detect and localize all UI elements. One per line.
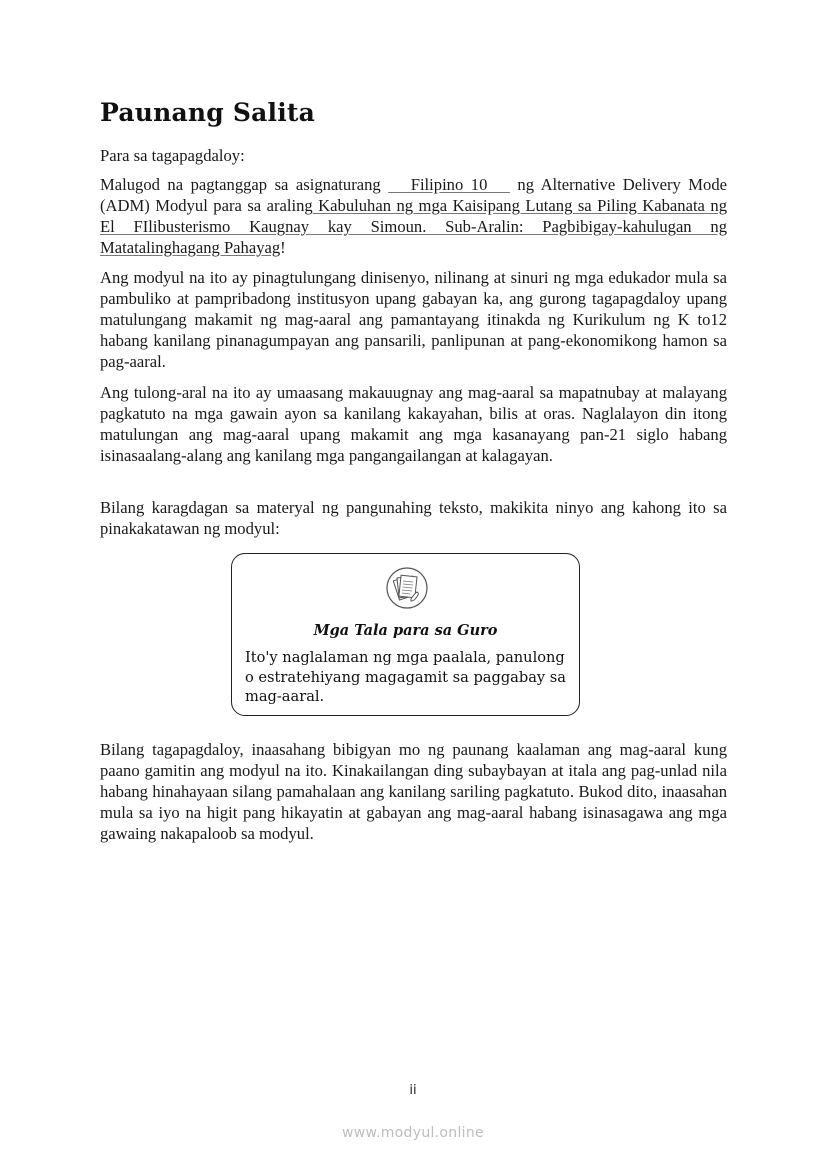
intro-middle: ng Alternative Delivery Mode (ADM) Modyul para sa araling [100, 175, 727, 215]
teacher-notes-title: Mga Tala para sa Guro [313, 622, 498, 639]
teacher-notes-icon [385, 566, 429, 610]
subject-name: Filipino 10 [388, 175, 510, 194]
watermark: www.modyul.online [342, 1125, 484, 1141]
lesson-title: Kabuluhan ng mga Kaisipang Lutang sa Piling Kabanata ng El FIlibusterismo Kaugnay kay Simoun. Sub-Aralin: Pagbibigay-kahulugan ng Matatalinghagang Pahayag [100, 196, 727, 257]
intro-suffix: ! [280, 238, 286, 257]
paragraph-purpose: Ang tulong-aral na ito ay umaasang makauugnay ang mag-aaral sa mapatnubay at malayang pagkatuto na mga gawain ayon sa kanilang kakayahan, bilis at oras. Naglalayon din itong matulungan ang mag-aaral upang makamit ang mga kasanayang pan-21 siglo habang isinasaalang-alang ang kanilang mga pangangailangan at kalagayan. [100, 383, 727, 465]
page-title: Paunang Salita [100, 98, 316, 127]
paragraph-design: Ang modyul na ito ay pinagtulungang dinisenyo, nilinang at sinuri ng mga edukador mula sa pambuliko at pampribadong institusyon upang gabayan ka, ang gurong tagapagdaloy upang matulungang makamit ng mag-aaral ang pamantayang itinakda ng Kurikulum ng K to12 habang kanilang pinanagumpayan ang pansarili, panlipunan at pang-ekonomikong hamon sa pag-aaral. [100, 268, 727, 371]
intro-prefix: Malugod na pagtanggap sa asignaturang [100, 175, 389, 194]
intro-paragraph [100, 174, 727, 258]
page-number: ii [409, 1083, 417, 1098]
paragraph-box-intro: Bilang karagdagan sa materyal ng pangunahing teksto, makikita ninyo ang kahong ito sa pinakakatawan ng modyul: [100, 498, 727, 538]
greeting: Para sa tagapagdaloy: [100, 146, 245, 165]
teacher-notes-box [231, 553, 580, 716]
teacher-notes-body: Ito'y naglalaman ng mga paalala, panulong o estratehiyang magagamit sa paggabay sa mag-aaral. [245, 649, 566, 705]
paragraph-facilitator: Bilang tagapagdaloy, inaasahang bibigyan mo ng paunang kaalaman ang mag-aaral kung paano gamitin ang modyul na ito. Kinakailangan ding subaybayan at itala ang pag-unlad nila habang hinahayaan silang pamahalaan ang kanilang sariling pagkatuto. Bukod dito, inaasahan mula sa iyo na higit pang hikayatin at gabayan ang mag-aaral habang isinasagawa ang mga gawaing nakapaloob sa modyul. [100, 740, 727, 843]
